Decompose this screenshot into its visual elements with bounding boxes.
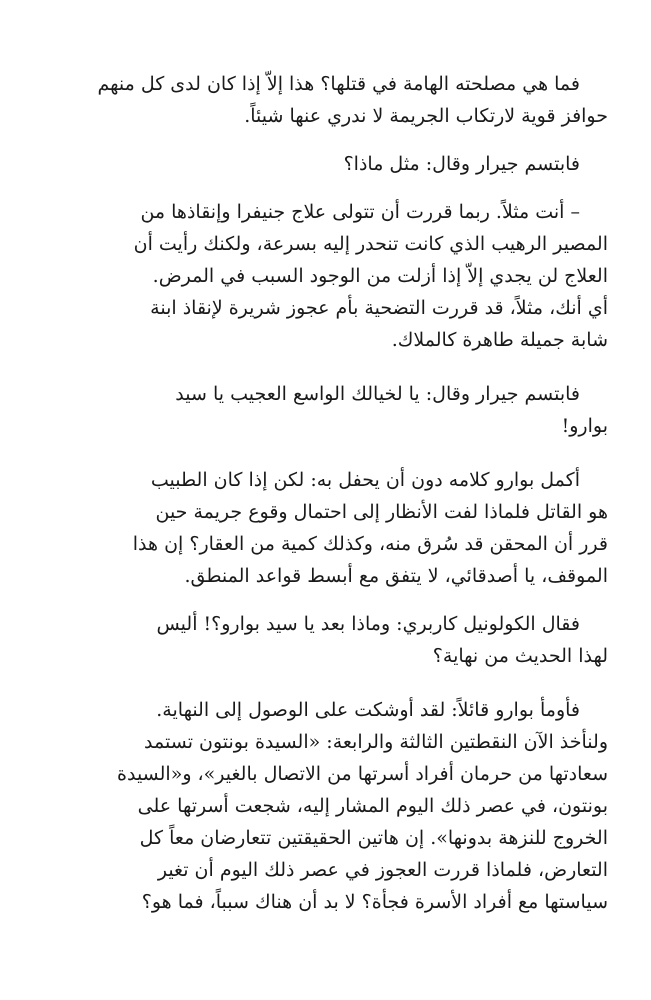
paragraph [74,68,608,132]
text-line: هو القاتل فلماذا لفت الأنظار إلى احتمال وقوع جريمة حين [155,501,608,523]
text-line: فما هي مصلحته الهامة في قتلها؟ هذا إلاّ إذا كان لدى كل منهم [97,73,580,95]
text-line: شابة جميلة طاهرة كالملاك. [391,329,608,351]
text-line: – أنت مثلاً. ربما قررت أن تتولى علاج جنيفرا وإنقاذها من [140,201,580,223]
text-line: فأومأ بوارو قائلاً: لقد أوشكت على الوصول إلى النهاية. [156,699,580,721]
text-line: فابتسم جيرار وقال: يا لخيالك الواسع العجيب يا سيد [175,383,580,405]
paragraph [74,196,608,356]
text-line: فقال الكولونيل كاربري: وماذا بعد يا سيد بوارو؟! أليس [156,613,580,635]
text-line: بونتون، في عصر ذلك اليوم المشار إليه، شجعت أسرتها على [137,795,608,817]
paragraph [74,148,608,180]
paragraph [74,464,608,592]
text-line: التعارض، فلماذا قررت العجوز في عصر ذلك اليوم أن تغير [157,859,608,881]
paragraph [74,608,608,672]
text-line: العلاج لن يجدي إلاّ إذا أزلت من الوجود السبب في المرض. [152,265,608,287]
text-line: ولنأخذ الآن النقطتين الثالثة والرابعة: «السيدة بونتون تستمد [144,731,608,753]
text-line: أكمل بوارو كلامه دون أن يحفل به: لكن إذا كان الطبيب [150,469,580,491]
text-line: المصير الرهيب الذي كانت تنحدر إليه بسرعة، ولكنك رأيت أن [133,233,608,255]
text-line: الخروج للنزهة بدونها». إن هاتين الحقيقتين تتعارضان معاً كل [139,827,608,849]
text-line: قرر أن المحقن قد سُرق منه، وكذلك كمية من العقار؟ إن هذا [132,533,608,555]
paragraph [74,694,608,918]
book-page [74,68,608,918]
text-line: أي أنك، مثلاً، قد قررت التضحية بأم عجوز شريرة لإنقاذ ابنة [150,297,608,319]
text-line: سعادتها من حرمان أفراد أسرتها من الاتصال بالغير»، و«السيدة [117,763,608,785]
text-line: سياستها مع أفراد الأسرة فجأة؟ لا بد أن هناك سبباً، فما هو؟ [141,891,608,913]
text-line: فابتسم جيرار وقال: مثل ماذا؟ [343,153,580,175]
text-line: حوافز قوية لارتكاب الجريمة لا ندري عنها شيئاً. [244,105,608,127]
text-line: لهذا الحديث من نهاية؟ [432,645,608,667]
paragraph [74,378,608,442]
text-line: بوارو! [561,415,608,437]
text-line: الموقف، يا أصدقائي، لا يتفق مع أبسط قواعد المنطق. [184,565,608,587]
